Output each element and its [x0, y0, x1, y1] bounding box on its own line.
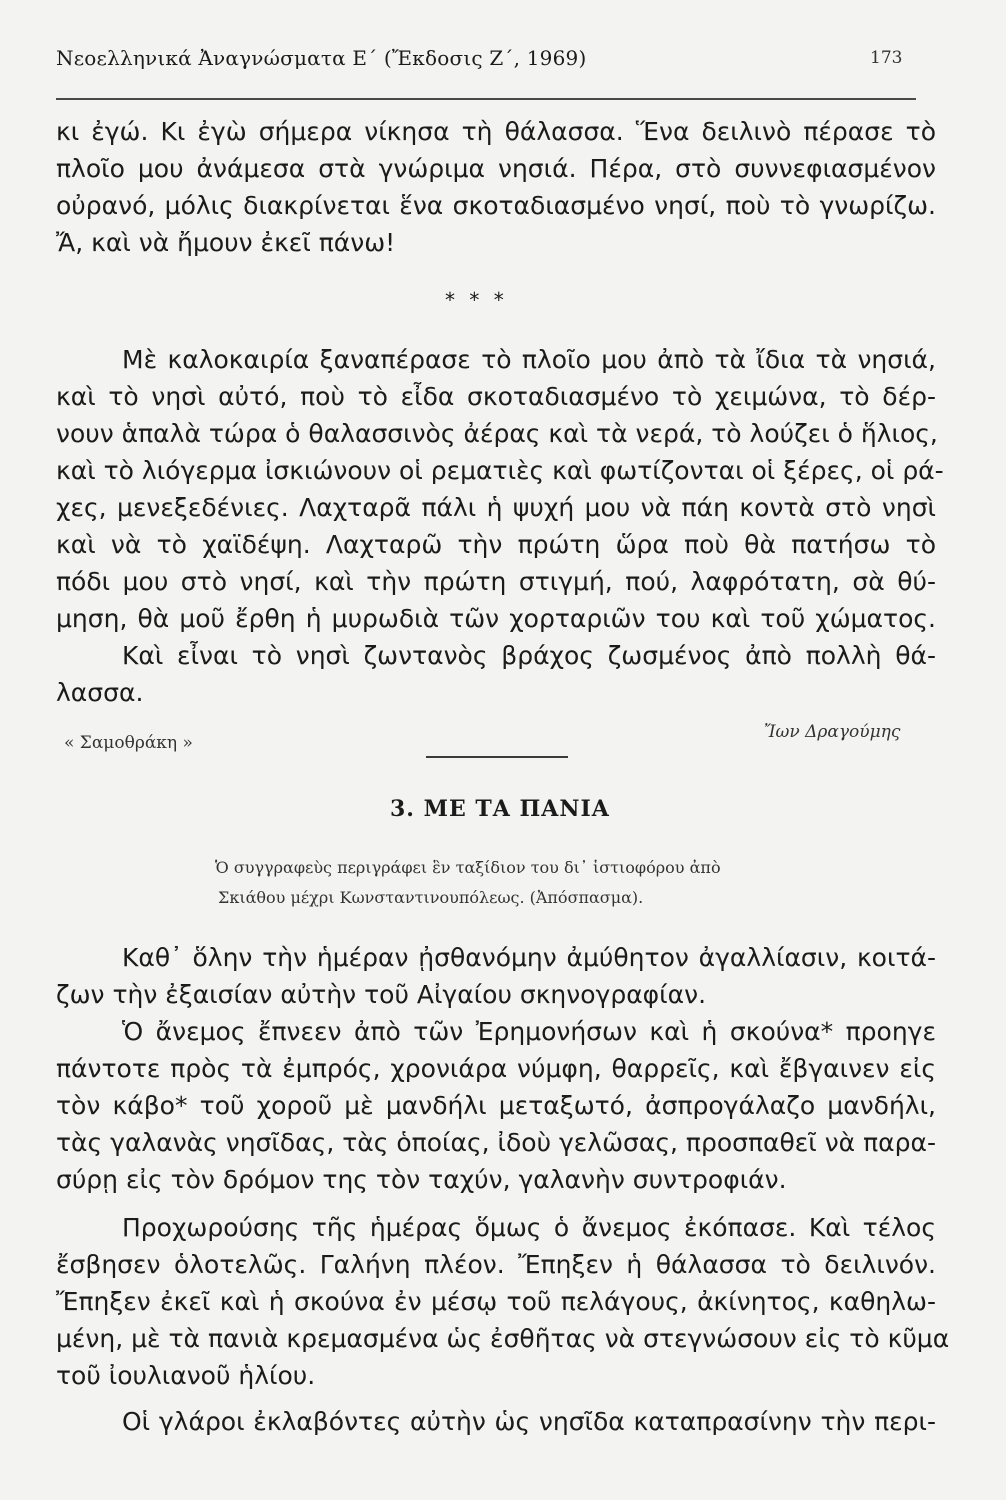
text-line: οὐρανό, μόλις διακρίνεται ἕνα σκοταδιασμένο νησί, ποὺ τὸ γνωρίζω.	[56, 191, 936, 220]
text-line: μένη, μὲ τὰ πανιὰ κρεμασμένα ὡς ἐσθῆτας νὰ στεγνώσουν εἰς τὸ κῦμα	[56, 1324, 950, 1353]
text-line: καὶ τὸ λιόγερμα ἰσκιώνουν οἱ ρεματιὲς καὶ φωτίζονται οἱ ξέρες, οἱ ρά-	[56, 456, 944, 485]
section-rule	[426, 756, 568, 758]
text-line: τὸν κάβο* τοῦ χοροῦ μὲ μανδήλι μεταξωτό, ἀσπρογάλαζο μανδήλι,	[56, 1091, 936, 1120]
text-line: τὰς γαλανὰς νησῖδας, τὰς ὁποίας, ἰδοὺ γελῶσας, προσπαθεῖ νὰ παρα-	[56, 1128, 937, 1157]
page-number: 173	[870, 48, 903, 68]
section-intro-line: Σκιάθου μέχρι Κωνσταντινουπόλεως. (Ἀπόσπασμα).	[218, 888, 644, 907]
text-line: ζων τὴν ἐξαισίαν αὐτὴν τοῦ Αἰγαίου σκηνογραφίαν.	[56, 980, 707, 1009]
text-line: πάντοτε πρὸς τὰ ἐμπρός, χρονιάρα νύμφη, θαρρεῖς, καὶ ἔβγαινεν εἰς	[56, 1054, 936, 1083]
text-line: λασσα.	[56, 678, 144, 707]
text-line: Οἱ γλάροι ἐκλαβόντες αὐτὴν ὡς νησῖδα καταπρασίνην τὴν περι-	[122, 1407, 936, 1436]
text-line: Καθ᾽ ὅλην τὴν ἡμέραν ᾐσθανόμην ἀμύθητον ἀγαλλίασιν, κοιτά-	[122, 943, 936, 972]
text-line: Ὁ ἄνεμος ἔπνεεν ἀπὸ τῶν Ἐρημονήσων καὶ ἡ σκούνα* προηγε	[122, 1017, 936, 1046]
running-head: Νεοελληνικά Ἀναγνώσματα Ε΄ (Ἔκδοσις Ζ΄, 1969)	[56, 46, 587, 70]
text-line: πόδι μου στὸ νησί, καὶ τὴν πρώτη στιγμή, πού, λαφρότατη, σὰ θύ-	[56, 567, 936, 596]
text-line: Προχωρούσης τῆς ἡμέρας ὅμως ὁ ἄνεμος ἐκόπασε. Καὶ τέλος	[122, 1213, 936, 1242]
text-line: Ἔπηξεν ἐκεῖ καὶ ἡ σκούνα ἐν μέσῳ τοῦ πελάγους, ἀκίνητος, καθηλω-	[56, 1287, 936, 1316]
section-intro-line: Ὁ συγγραφεὺς περιγράφει ἓν ταξίδιον του δι᾽ ἱστιοφόρου ἀπὸ	[215, 858, 721, 877]
text-line: μηση, θὰ μοῦ ἔρθη ἡ μυρωδιὰ τῶν χορταριῶν του καὶ τοῦ χώματος.	[56, 604, 936, 633]
source-citation: « Σαμοθράκη »	[64, 733, 193, 753]
section-heading: 3. ΜΕ ΤΑ ΠΑΝΙΑ	[390, 796, 610, 822]
text-line: ἔσβησεν ὁλοτελῶς. Γαλήνη πλέον. Ἔπηξεν ἡ θάλασσα τὸ δειλινόν.	[56, 1250, 936, 1279]
text-line: καὶ τὸ νησὶ αὐτό, ποὺ τὸ εἶδα σκοταδιασμένο τὸ χειμώνα, τὸ δέρ-	[56, 382, 936, 411]
author-signature: Ἴων Δραγούμης	[764, 722, 901, 742]
text-line: κι ἐγώ. Κι ἐγὼ σήμερα νίκησα τὴ θάλασσα. Ἕνα δειλινὸ πέρασε τὸ	[56, 117, 936, 146]
text-line: τοῦ ἰουλιανοῦ ἡλίου.	[56, 1361, 316, 1390]
text-line: χες, μενεξεδένιες. Λαχταρᾶ πάλι ἡ ψυχή μου νὰ πάη κοντὰ στὸ νησὶ	[56, 493, 936, 522]
text-line: Ἄ, καὶ νὰ ἤμουν ἐκεῖ πάνω!	[56, 228, 396, 257]
text-line: νουν ἁπαλὰ τώρα ὁ θαλασσινὸς ἀέρας καὶ τὰ νερά, τὸ λούζει ὁ ἥλιος,	[56, 419, 938, 448]
text-line: καὶ νὰ τὸ χαϊδέψη. Λαχταρῶ τὴν πρώτη ὥρα ποὺ θὰ πατήσω τὸ	[56, 530, 936, 559]
text-line: πλοῖο μου ἀνάμεσα στὰ γνώριμα νησιά. Πέρα, στὸ συννεφιασμένον	[56, 154, 936, 183]
header-rule	[56, 98, 916, 100]
section-separator: * * *	[445, 288, 508, 312]
text-line: Μὲ καλοκαιρία ξαναπέρασε τὸ πλοῖο μου ἀπὸ τὰ ἴδια τὰ νησιά,	[122, 345, 936, 374]
text-line: σύρῃ εἰς τὸν δρόμον της τὸν ταχύν, γαλανὴν συντροφιάν.	[56, 1165, 787, 1194]
text-line: Καὶ εἶναι τὸ νησὶ ζωντανὸς βράχος ζωσμένος ἀπὸ πολλὴ θά-	[122, 641, 936, 670]
